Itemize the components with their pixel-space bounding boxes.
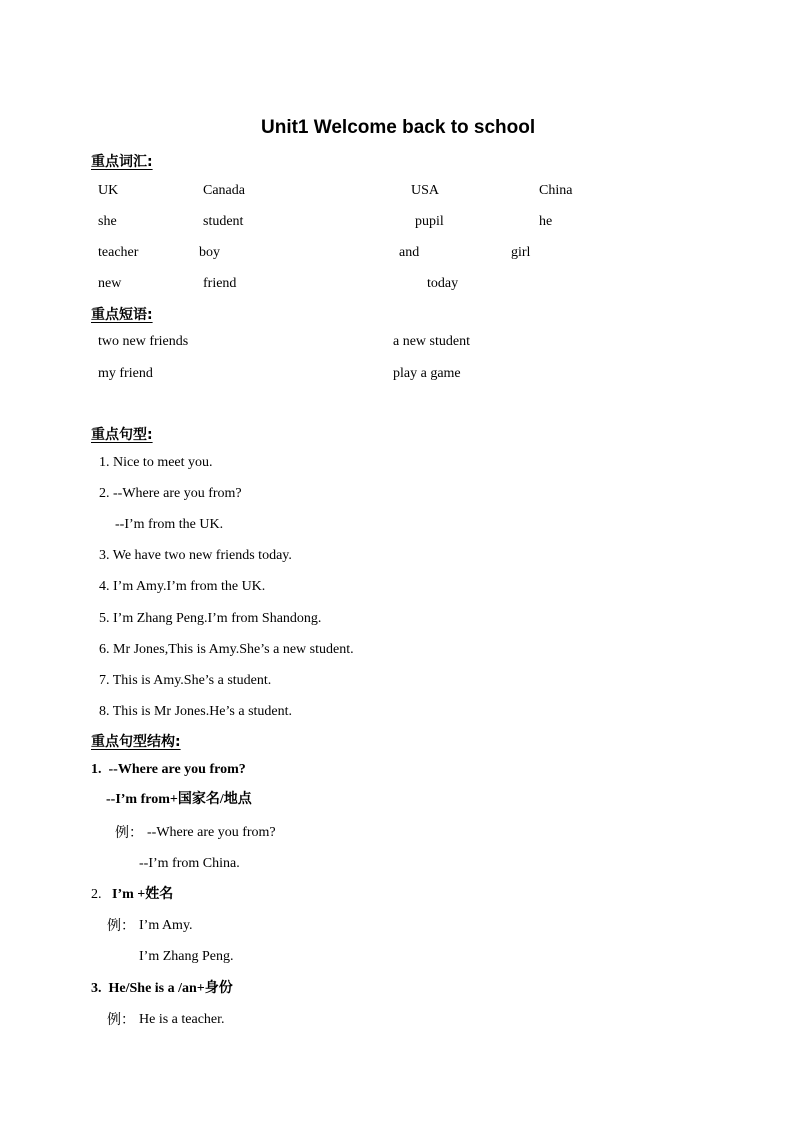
example-text: I’m Amy.	[139, 918, 193, 933]
example-label: 例：	[107, 1012, 135, 1028]
sentences-heading: 重点句型:	[91, 427, 153, 443]
vocab-word: he	[539, 214, 553, 229]
structure-2-pattern: I’m +姓名	[112, 887, 174, 902]
vocab-word: Canada	[203, 183, 245, 198]
example-text: I’m Zhang Peng.	[139, 949, 234, 964]
vocab-word: she	[98, 214, 117, 229]
sentence-item: 8. This is Mr Jones.He’s a student.	[99, 704, 293, 719]
vocab-word: friend	[203, 276, 237, 291]
phrase: a new student	[393, 334, 470, 349]
vocab-word: teacher	[98, 245, 139, 260]
sentence-item: 3. We have two new friends today.	[99, 548, 292, 563]
sentence-item: 7. This is Amy.She’s a student.	[99, 673, 272, 688]
vocab-word: boy	[199, 245, 220, 260]
sentence-item: --I’m from the UK.	[115, 517, 224, 532]
sentence-item: 6. Mr Jones,This is Amy.She’s a new student.	[99, 642, 354, 657]
structure-1-question: 1. --Where are you from?	[91, 762, 246, 777]
example-text: He is a teacher.	[139, 1012, 225, 1027]
example-text: --Where are you from?	[147, 825, 276, 840]
sentence-item: 2. --Where are you from?	[99, 486, 242, 501]
vocab-word: UK	[98, 183, 119, 198]
structure-2-number: 2.	[91, 887, 102, 902]
structures-heading: 重点句型结构:	[91, 734, 181, 750]
vocab-word: student	[203, 214, 244, 229]
page-title: Unit1 Welcome back to school	[261, 117, 536, 138]
vocab-word: USA	[411, 183, 440, 198]
sentence-item: 5. I’m Zhang Peng.I’m from Shandong.	[99, 611, 322, 626]
phrase: play a game	[393, 366, 461, 381]
phrase: my friend	[98, 366, 153, 381]
vocab-word: China	[539, 183, 573, 198]
structure-1-answer: --I’m from+国家名/地点	[106, 792, 252, 807]
sentence-item: 4. I’m Amy.I’m from the UK.	[99, 579, 266, 594]
vocab-word: and	[399, 245, 420, 260]
example-text: --I’m from China.	[139, 856, 240, 871]
phrase: two new friends	[98, 334, 189, 349]
vocab-word: today	[427, 276, 459, 291]
example-label: 例：	[115, 825, 143, 841]
phrases-heading: 重点短语:	[91, 307, 153, 323]
vocab-word: pupil	[415, 214, 444, 229]
structure-3-pattern: 3. He/She is a /an+身份	[91, 981, 233, 996]
example-label: 例：	[107, 918, 135, 934]
sentence-item: 1. Nice to meet you.	[99, 455, 213, 470]
vocabulary-heading: 重点词汇:	[91, 154, 153, 170]
vocab-word: new	[98, 276, 122, 291]
vocab-word: girl	[511, 245, 531, 260]
